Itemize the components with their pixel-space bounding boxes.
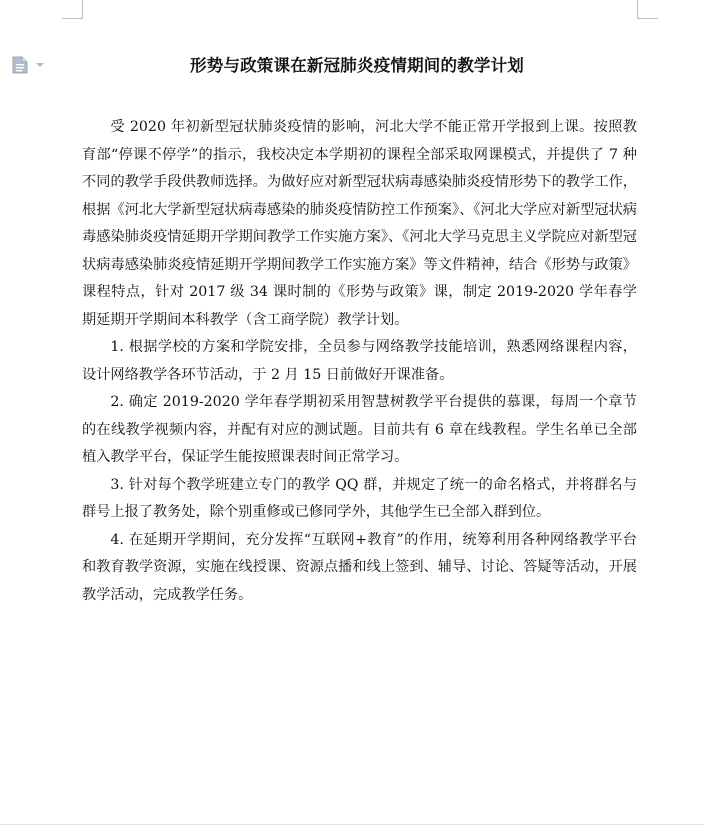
paragraph-item-3: 3. 针对每个教学班建立专门的教学 QQ 群，并规定了统一的命名格式，并将群名与群号上报了教务处，除个别重修或已修同学外，其他学生已全部入群到位。 xyxy=(82,476,637,520)
page-corner-mark-right xyxy=(637,0,658,19)
page-bottom-divider xyxy=(0,824,704,825)
paragraph-item-2: 2. 确定 2019-2020 学年春学期初采用智慧树教学平台提供的慕课，每周一个章节的在线教学视频内容，并配有对应的测试题。目前共有 6 章在线教程。学生名单已全部植入教学平台，保证学生能按照课表时间正常学习。 xyxy=(82,394,637,465)
document-body xyxy=(82,114,637,609)
page-corner-mark-left xyxy=(62,0,83,19)
paragraph-intro: 受 2020 年初新型冠状肺炎疫情的影响，河北大学不能正常开学报到上课。按照教育部“停课不停学”的指示，我校决定本学期初的课程全部采取网课模式，并提供了 7 种不同的教学手段供教师选择。为做好应对新型冠状病毒感染肺炎疫情形势下的教学工作，根据《河北大学新型冠状病毒感染的肺炎疫情防控工作预案》、《河北大学应对新型冠状病毒感染肺炎疫情延期开学期间教学工作实施方案》、《河北大学马克思主义学院应对新型冠状病毒感染肺炎疫情延期开学期间教学工作实施方案》等文件精神，结合《形势与政策》课程特点，针对 2017 级 34 课时制的《形势与政策》课，制定 2019-2020 学年春学期延期开学期间本科教学（含工商学院）教学计划。 xyxy=(82,119,637,328)
paragraph-item-4: 4. 在延期开学期间，充分发挥“互联网+教育”的作用，统筹利用各种网络教学平台和教育教学资源，实施在线授课、资源点播和线上签到、辅导、讨论、答疑等活动，开展教学活动，完成教学任务。 xyxy=(82,531,637,603)
document-title: 形势与政策课在新冠肺炎疫情期间的教学计划 xyxy=(190,56,524,75)
chevron-down-icon[interactable] xyxy=(36,63,44,67)
paragraph-item-1: 1. 根据学校的方案和学院安排，全员参与网络教学技能培训，熟悉网络课程内容，设计网络教学各环节活动，于 2 月 15 日前做好开课准备。 xyxy=(82,339,637,383)
document-icon[interactable] xyxy=(12,56,28,74)
